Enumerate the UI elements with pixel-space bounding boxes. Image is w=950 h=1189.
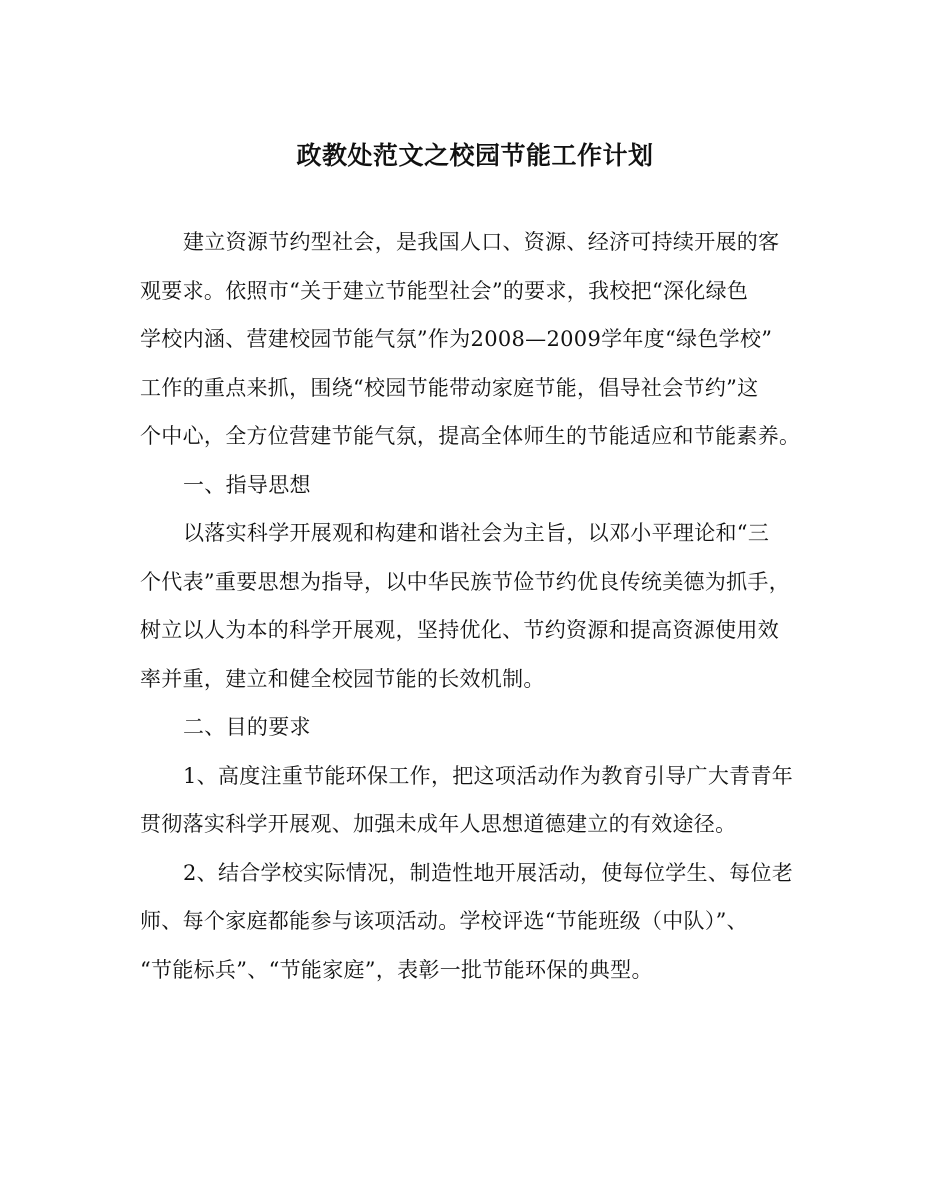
paragraph-line: 观要求。依照市“关于建立节能型社会”的要求，我校把“深化绿色 — [140, 278, 749, 303]
paragraph-line: 树立以人为本的科学开展观，坚持优化、节约资源和提高资源使用效 — [140, 618, 779, 642]
paragraph-line: 师、每个家庭都能参与该项活动。学校评选“节能班级（中队）”、 — [140, 909, 748, 933]
section-heading: 二、目的要求 — [183, 715, 311, 739]
paragraph-line: 1、高度注重节能环保工作，把这项活动作为教育引导广大青青年 — [183, 763, 794, 788]
paragraph-line: 率并重，建立和健全校园节能的长效机制。 — [140, 666, 545, 691]
paragraph-line: 学校内涵、营建校园节能气氛”作为2008—2009学年度“绿色学校” — [140, 327, 773, 351]
paragraph-line: 2、结合学校实际情况，制造性地开展活动，使每位学生、每位老 — [183, 860, 794, 885]
paragraph-line: 个中心，全方位营建节能气氛，提高全体师生的节能适应和节能素养。 — [140, 424, 801, 448]
document-title: 政教处范文之校园节能工作计划 — [296, 141, 654, 170]
section-heading: 一、指导思想 — [183, 472, 311, 497]
paragraph-line: 工作的重点来抓，围绕“校园节能带动家庭节能，倡导社会节约”这 — [140, 375, 759, 400]
paragraph-line: 建立资源节约型社会，是我国人口、资源、经济可持续开展的客 — [183, 230, 780, 254]
paragraph-line: 个代表”重要思想为指导，以中华民族节俭节约优良传统美德为抓手， — [140, 569, 791, 594]
paragraph-line: 贯彻落实科学开展观、加强未成年人思想道德建立的有效途径。 — [140, 812, 737, 836]
paragraph-line: 以落实科学开展观和构建和谐社会为主旨，以邓小平理论和“三 — [183, 521, 770, 545]
document-body — [140, 218, 812, 994]
paragraph-line: “节能标兵”、“节能家庭”，表彰一批节能环保的典型。 — [140, 957, 653, 982]
